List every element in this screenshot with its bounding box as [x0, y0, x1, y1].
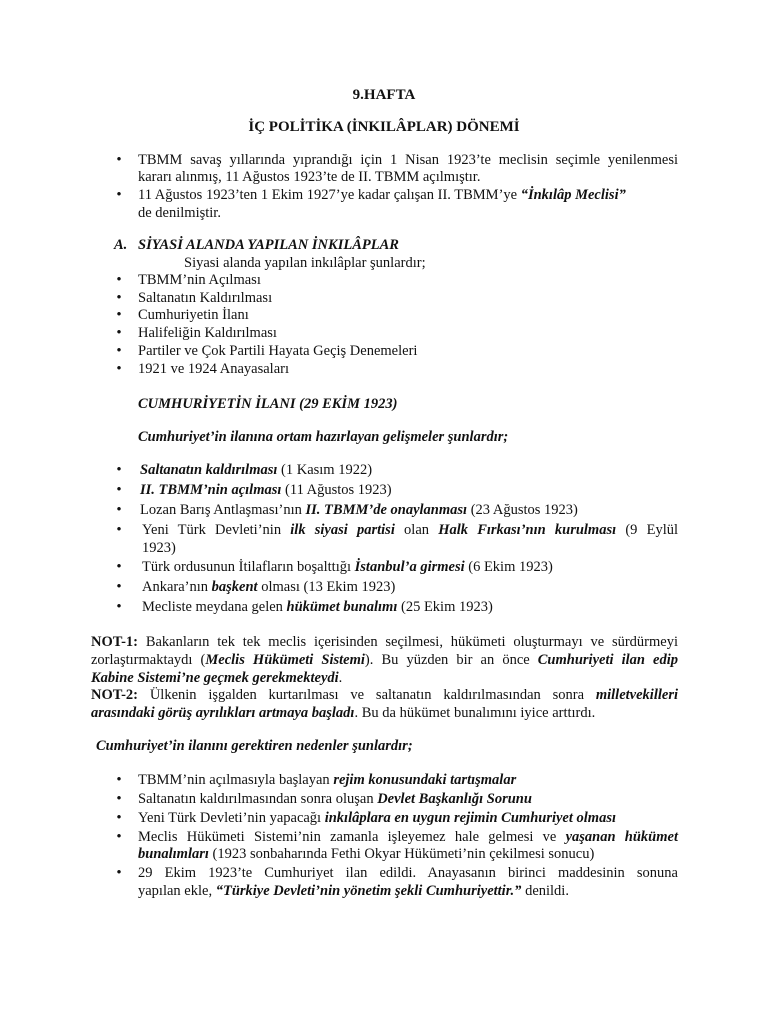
bullet-icon [114, 599, 124, 617]
bullet-icon [114, 290, 124, 308]
list-item: Türk ordusunun İtilafların boşalttığı İstanbul’a girmesi (6 Ekim 1923) [142, 559, 553, 575]
note-2-line-2: arasındaki görüş ayrılıkları artmaya başladı. Bu da hükümet bunalımını iyice arttırdı. [91, 705, 596, 721]
bullet-icon [114, 829, 124, 847]
list-item: II. TBMM’nin açılması (11 Ağustos 1923) [140, 482, 392, 498]
bullet-icon [114, 502, 124, 520]
list-item: Yeni Türk Devleti’nin ilk siyasi partisi olan Halk Fırkası’nın kurulması (9 Eylül [142, 522, 679, 538]
list-item: Saltanatın kaldırılmasından sonra oluşan Devlet Başkanlığı Sorunu [138, 791, 532, 807]
section-a-title: SİYASİ ALANDA YAPILAN İNKILÂPLAR [138, 237, 399, 253]
bullet-icon [114, 482, 124, 500]
list-item: Saltanatın Kaldırılması [138, 290, 273, 306]
list-item-continued: 1923) [142, 540, 176, 556]
list-item-continued: yapılan ekle, “Türkiye Devleti’nin yönetim şekli Cumhuriyettir.” denildi. [138, 883, 569, 899]
bullet-icon [114, 772, 124, 790]
bullet-icon [114, 579, 124, 597]
intro-1-line-1: TBMM savaş yıllarında yıprandığı için 1 Nisan 1923’te meclisin seçimle yenilenmesi [138, 152, 678, 168]
list-item: TBMM’nin Açılması [138, 272, 261, 288]
bullet-icon [114, 559, 124, 577]
intro-2-line-1: 11 Ağustos 1923’ten 1 Ekim 1927’ye kadar çalışan II. TBMM’ye “İnkılâp Meclisi” [138, 187, 626, 203]
list-item: Ankara’nın başkent olması (13 Ekim 1923) [142, 579, 396, 595]
section-a-lead: Siyasi alanda yapılan inkılâplar şunlardır; [184, 255, 426, 271]
bullet-icon [114, 307, 124, 325]
bullet-icon [114, 187, 124, 205]
bullet-icon [114, 152, 124, 170]
list-item: 1921 ve 1924 Anayasaları [138, 361, 290, 377]
note-2-line-1: NOT-2: Ülkenin işgalden kurtarılması ve saltanatın kaldırılmasından sonra milletvekilleri [91, 687, 678, 703]
note-1-line-1: NOT-1: Bakanların tek tek meclis içerisinden seçilmesi, hükümeti oluşturmayı ve sürdürmeyi [91, 634, 678, 650]
list-item: 29 Ekim 1923’te Cumhuriyet ilan edildi. Anayasanın birinci maddesinin sonuna [138, 865, 678, 881]
bullet-icon [114, 272, 124, 290]
note-1-line-3: Kabine Sistemi’ne geçmek gerekmekteydi. [91, 670, 343, 686]
republic-lead: Cumhuriyet’in ilanına ortam hazırlayan gelişmeler şunlardır; [138, 429, 509, 445]
list-item: Meclis Hükümeti Sistemi’nin zamanla işleyemez hale gelmesi ve yaşanan hükümet [138, 829, 678, 845]
list-item: TBMM’nin açılmasıyla başlayan rejim konusundaki tartışmalar [138, 772, 517, 788]
week-heading: 9.HAFTA [352, 87, 416, 103]
reasons-lead: Cumhuriyet’in ilanını gerektiren nedenler şunlardır; [96, 738, 413, 754]
bullet-icon [114, 865, 124, 883]
bullet-icon [114, 462, 124, 480]
republic-title: CUMHURİYETİN İLANI (29 EKİM 1923) [138, 396, 398, 412]
list-item: Lozan Barış Antlaşması’nın II. TBMM’de onaylanması (23 Ağustos 1923) [140, 502, 578, 518]
list-item: Partiler ve Çok Partili Hayata Geçiş Denemeleri [138, 343, 418, 359]
note-1-line-2: zorlaştırmaktaydı (Meclis Hükümeti Sistemi). Bu yüzden bir an önce Cumhuriyeti ilan edip [91, 652, 678, 668]
intro-1-line-2: kararı alınmış, 11 Ağustos 1923’te de II. TBMM açılmıştır. [138, 169, 481, 185]
list-item: Halifeliğin Kaldırılması [138, 325, 277, 341]
bullet-icon [114, 810, 124, 828]
list-item: Cumhuriyetin İlanı [138, 307, 249, 323]
list-item-continued: bunalımları (1923 sonbaharında Fethi Okyar Hükümeti’nin çekilmesi sonucu) [138, 846, 595, 862]
intro-2-line-2: de denilmiştir. [138, 205, 221, 221]
list-item: Yeni Türk Devleti’nin yapacağı inkılâplara en uygun rejimin Cumhuriyet olması [138, 810, 616, 826]
list-item: Saltanatın kaldırılması (1 Kasım 1922) [140, 462, 373, 478]
bullet-icon [114, 791, 124, 809]
bullet-icon [114, 343, 124, 361]
bullet-icon [114, 522, 124, 540]
list-item: Mecliste meydana gelen hükümet bunalımı (25 Ekim 1923) [142, 599, 493, 615]
page-title: İÇ POLİTİKA (İNKILÂPLAR) DÖNEMİ [248, 119, 520, 135]
bullet-icon [114, 325, 124, 343]
bullet-icon [114, 361, 124, 379]
section-a-label: A. [114, 237, 128, 253]
